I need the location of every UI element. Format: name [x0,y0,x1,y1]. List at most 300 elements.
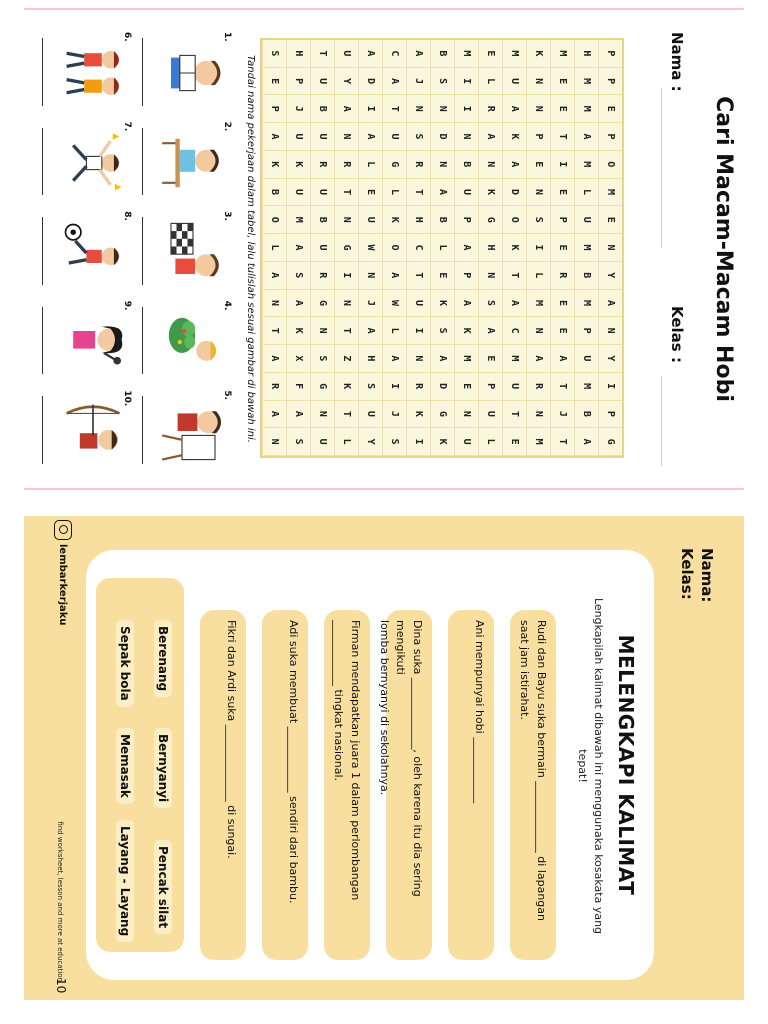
grid-letter[interactable]: K [334,373,358,401]
picture-number: 3. [222,211,232,221]
grid-letter[interactable]: T [550,428,574,456]
grid-letter[interactable]: K [430,428,454,456]
grid-letter[interactable]: M [502,345,526,373]
writing-desk-icon [160,130,226,196]
grid-letter[interactable]: N [262,290,286,318]
football-icon [60,219,126,285]
question-1[interactable] [510,610,556,960]
gardening-icon [160,309,226,375]
grid-letter[interactable]: I [358,95,382,123]
grid-letter[interactable]: P [454,206,478,234]
grid-letter[interactable]: N [598,317,622,345]
answer-line [142,128,143,196]
grid-letter[interactable]: M [598,179,622,207]
grid-letter[interactable]: A [262,123,286,151]
grid-letter[interactable]: A [358,317,382,345]
grid-letter[interactable]: L [574,179,598,207]
grid-letter[interactable]: M [526,428,550,456]
grid-letter[interactable]: P [598,68,622,96]
grid-letter[interactable]: U [310,234,334,262]
option-chip[interactable]: Berenang [154,620,172,697]
grid-letter[interactable]: Y [598,345,622,373]
grid-letter[interactable]: A [262,345,286,373]
grid-letter[interactable]: A [454,290,478,318]
grid-letter[interactable]: P [574,317,598,345]
grid-letter[interactable]: G [334,234,358,262]
grid-letter[interactable]: I [334,262,358,290]
grid-letter[interactable]: E [550,290,574,318]
grid-letter[interactable]: T [382,95,406,123]
grid-letter[interactable]: E [550,317,574,345]
exercise-card [86,550,654,980]
grid-letter[interactable]: N [358,262,382,290]
picture-number: 9. [122,300,132,311]
grid-letter[interactable]: N [526,317,550,345]
question-6[interactable] [200,610,246,960]
brand-camera-icon [54,520,72,540]
grid-letter[interactable]: A [286,401,310,429]
grid-letter[interactable]: E [550,95,574,123]
grid-letter[interactable]: Y [358,428,382,456]
reading-book-icon [160,40,226,106]
word-options-box [96,578,184,952]
grid-letter[interactable]: A [358,40,382,68]
question-text: Rudi dan Bayu suka bermain _____________ di lapangan [535,620,548,922]
grid-letter[interactable]: A [502,95,526,123]
grid-letter[interactable]: N [334,290,358,318]
grid-letter[interactable]: L [478,428,502,456]
grid-letter[interactable]: T [334,179,358,207]
question-text: Firman mendapatkan juara 1 dalam perlombangan [349,620,362,901]
grid-letter[interactable]: N [526,95,550,123]
grid-letter[interactable]: A [382,68,406,96]
grid-letter[interactable]: A [382,262,406,290]
grid-letter[interactable]: U [286,123,310,151]
picture-item [34,28,134,118]
grid-letter[interactable]: R [262,373,286,401]
grid-letter[interactable]: M [574,373,598,401]
nama-line [661,88,662,248]
grid-letter[interactable]: E [526,151,550,179]
option-chip[interactable]: Layang - Layang [116,820,134,942]
chess-icon [160,219,226,285]
grid-letter[interactable]: A [598,290,622,318]
grid-letter[interactable]: G [430,401,454,429]
grid-letter[interactable]: T [502,401,526,429]
grid-letter[interactable]: H [478,234,502,262]
picture-item [134,297,234,387]
grid-letter[interactable]: A [502,151,526,179]
grid-letter[interactable]: K [406,401,430,429]
grid-letter[interactable]: U [310,123,334,151]
grid-letter[interactable]: U [454,428,478,456]
grid-letter[interactable]: M [550,40,574,68]
answer-line [42,217,43,285]
grid-letter[interactable]: H [574,40,598,68]
answer-line [142,307,143,375]
grid-letter[interactable]: Y [334,68,358,96]
grid-letter[interactable]: R [406,373,430,401]
grid-letter[interactable]: N [478,262,502,290]
answer-line [42,307,43,375]
grid-letter[interactable]: T [406,262,430,290]
grid-letter[interactable]: M [454,40,478,68]
picture-item [34,118,134,208]
grid-letter[interactable]: I [526,234,550,262]
grid-letter[interactable]: L [382,179,406,207]
dancing-icon [60,40,126,106]
grid-letter[interactable]: N [526,179,550,207]
grid-letter[interactable]: C [382,40,406,68]
grid-letter[interactable]: J [286,95,310,123]
kelas-label: Kelas : [668,306,686,363]
grid-letter[interactable]: P [598,123,622,151]
grid-letter[interactable]: G [382,151,406,179]
grid-letter[interactable]: A [430,345,454,373]
grid-letter[interactable]: B [430,206,454,234]
grid-letter[interactable]: M [526,290,550,318]
grid-letter[interactable]: S [382,428,406,456]
grid-letter[interactable]: P [454,262,478,290]
grid-letter[interactable]: P [526,123,550,151]
grid-letter[interactable]: L [430,234,454,262]
grid-letter[interactable]: G [310,373,334,401]
grid-letter[interactable]: E [478,345,502,373]
grid-letter[interactable]: A [430,179,454,207]
grid-letter[interactable]: T [310,40,334,68]
grid-letter[interactable]: N [430,95,454,123]
grid-letter[interactable]: R [406,151,430,179]
answer-line [42,38,43,106]
grid-letter[interactable]: N [454,123,478,151]
grid-letter[interactable]: A [550,345,574,373]
kelas-label-2: Kelas: [678,548,696,600]
grid-letter[interactable]: J [358,290,382,318]
grid-letter[interactable]: P [478,373,502,401]
grid-letter[interactable]: L [358,151,382,179]
question-3[interactable] [378,610,432,960]
grid-letter[interactable]: G [598,428,622,456]
picture-number: 1. [222,32,232,42]
question-text: saat jam istirahat. [518,620,532,720]
page-number: 10 [54,978,68,994]
picture-item [34,297,134,387]
question-text: Adi suka membuat ____________ sendiri dari bambu. [287,620,300,904]
grid-letter[interactable]: A [262,262,286,290]
picture-number: 5. [222,390,232,401]
grid-letter[interactable]: L [262,234,286,262]
picture-number: 2. [222,121,232,132]
picture-item [134,118,234,208]
option-chip[interactable]: Bernyanyi [154,728,172,808]
grid-letter[interactable]: O [382,234,406,262]
picture-item [34,207,134,297]
grid-letter[interactable]: M [286,206,310,234]
grid-letter[interactable]: C [406,234,430,262]
grid-letter[interactable]: R [526,373,550,401]
picture-item [34,386,134,476]
grid-letter[interactable]: A [526,345,550,373]
answer-line [142,38,143,106]
grid-letter[interactable]: E [550,179,574,207]
kelas-line [661,376,662,466]
question-text: Fikri dan Ardi suka ______________ di sungai. [225,620,238,859]
grid-letter[interactable]: P [598,40,622,68]
grid-letter[interactable]: A [478,123,502,151]
grid-letter[interactable]: E [550,234,574,262]
grid-letter[interactable]: A [262,401,286,429]
grid-letter[interactable]: M [574,68,598,96]
grid-letter[interactable]: P [286,68,310,96]
painting-easel-icon [160,398,226,464]
grid-letter[interactable]: R [334,151,358,179]
grid-letter[interactable]: U [310,68,334,96]
answer-line [42,396,43,464]
grid-letter[interactable]: K [478,179,502,207]
grid-letter[interactable]: A [358,123,382,151]
grid-letter[interactable]: L [478,68,502,96]
grid-letter[interactable]: U [406,290,430,318]
wordsearch-sheet [24,8,744,490]
grid-letter[interactable]: O [262,206,286,234]
grid-letter[interactable]: E [598,206,622,234]
grid-letter[interactable]: T [550,123,574,151]
word-search-grid[interactable] [260,38,624,458]
grid-letter[interactable]: N [310,317,334,345]
brand-name: lembarkerjaku [57,544,68,626]
grid-letter[interactable]: K [502,234,526,262]
grid-letter[interactable]: E [478,40,502,68]
question-4[interactable] [324,610,370,960]
question-text: Ani mempunyai hobi ____________ [473,620,486,804]
picture-number: 8. [122,211,132,221]
grid-letter[interactable]: I [550,151,574,179]
grid-letter[interactable]: M [574,290,598,318]
picture-item [134,28,234,118]
answer-line [142,396,143,464]
grid-letter[interactable]: U [478,401,502,429]
grid-letter[interactable]: R [550,262,574,290]
grid-letter[interactable]: N [430,151,454,179]
grid-letter[interactable]: U [502,373,526,401]
grid-letter[interactable]: U [574,206,598,234]
picture-number: 6. [122,32,132,42]
grid-letter[interactable]: N [310,401,334,429]
exercise-title: MELENGKAPI KALIMAT [614,634,638,896]
grid-letter[interactable]: J [382,401,406,429]
grid-letter[interactable]: A [574,123,598,151]
grid-letter[interactable]: N [262,428,286,456]
grid-letter[interactable]: W [382,290,406,318]
grid-letter[interactable]: R [310,262,334,290]
grid-letter[interactable]: Y [598,262,622,290]
grid-letter[interactable]: T [550,373,574,401]
grid-letter[interactable]: S [430,317,454,345]
grid-letter[interactable]: P [262,95,286,123]
grid-letter[interactable]: G [478,206,502,234]
grid-letter[interactable]: R [310,151,334,179]
grid-letter[interactable]: N [406,345,430,373]
singing-icon [60,309,126,375]
grid-letter[interactable]: S [286,428,310,456]
grid-letter[interactable]: B [574,401,598,429]
grid-letter[interactable]: D [430,123,454,151]
grid-letter[interactable]: U [334,40,358,68]
grid-letter[interactable]: E [454,373,478,401]
grid-letter[interactable]: H [358,345,382,373]
archery-icon [60,398,126,464]
grid-letter[interactable]: E [598,95,622,123]
grid-letter[interactable]: T [334,317,358,345]
question-5[interactable] [262,610,308,960]
nama-label-2: Nama: [698,548,716,603]
grid-letter[interactable]: P [550,206,574,234]
grid-letter[interactable]: K [262,151,286,179]
grid-letter[interactable]: N [334,123,358,151]
answer-line [42,128,43,196]
grid-letter[interactable]: A [286,290,310,318]
wordsearch-title: Cari Macam-Macam Hobi [711,96,736,402]
grid-letter[interactable]: K [526,40,550,68]
grid-letter[interactable]: S [286,262,310,290]
question-text: ____________ tingkat nasional. [332,620,346,782]
kalimat-rotated-content [24,516,744,1000]
grid-letter[interactable]: K [286,317,310,345]
grid-letter[interactable]: K [454,317,478,345]
grid-letter[interactable]: A [454,234,478,262]
grid-letter[interactable]: U [310,179,334,207]
grid-letter[interactable]: A [286,234,310,262]
grid-letter[interactable]: B [310,206,334,234]
grid-letter[interactable]: L [334,428,358,456]
grid-letter[interactable]: K [286,151,310,179]
picture-number: 4. [222,300,232,311]
grid-letter[interactable]: J [550,401,574,429]
grid-letter[interactable]: I [598,373,622,401]
grid-letter[interactable]: E [502,428,526,456]
grid-letter[interactable]: M [574,234,598,262]
option-chip[interactable]: Sepak bola [116,620,134,707]
grid-letter[interactable]: A [334,95,358,123]
grid-letter[interactable]: I [382,373,406,401]
grid-letter[interactable]: N [598,234,622,262]
grid-letter[interactable]: S [310,345,334,373]
grid-letter[interactable]: B [262,179,286,207]
grid-letter[interactable]: D [502,179,526,207]
grid-letter[interactable]: S [430,68,454,96]
grid-letter[interactable]: U [382,123,406,151]
grid-letter[interactable]: A [382,345,406,373]
grid-letter[interactable]: E [262,68,286,96]
grid-letter[interactable]: B [574,262,598,290]
grid-letter[interactable]: P [598,401,622,429]
grid-letter[interactable]: N [526,401,550,429]
grid-letter[interactable]: X [286,345,310,373]
grid-letter[interactable]: T [334,401,358,429]
grid-letter[interactable]: U [286,179,310,207]
grid-letter[interactable]: A [478,317,502,345]
grid-letter[interactable]: L [526,262,550,290]
grid-letter[interactable]: I [406,317,430,345]
grid-letter[interactable]: C [502,317,526,345]
grid-letter[interactable]: R [478,95,502,123]
grid-letter[interactable]: D [358,68,382,96]
grid-letter[interactable]: I [454,68,478,96]
picture-item [134,207,234,297]
grid-letter[interactable]: U [574,345,598,373]
grid-letter[interactable]: B [454,151,478,179]
grid-letter[interactable]: U [310,428,334,456]
grid-letter[interactable]: M [574,151,598,179]
grid-letter[interactable]: S [358,373,382,401]
grid-letter[interactable]: E [358,179,382,207]
grid-letter[interactable]: I [406,428,430,456]
grid-letter[interactable]: Z [334,345,358,373]
grid-letter[interactable]: B [310,95,334,123]
grid-letter[interactable]: M [502,40,526,68]
exercise-instruction: Lengkapilah kalimat dibawah ini menggunaka kosakata yang tepat! [576,597,605,935]
grid-letter[interactable]: G [310,290,334,318]
question-text: lomba bernyanyi di sekolahnya. [378,620,391,796]
grid-letter[interactable]: A [502,290,526,318]
grid-letter[interactable]: S [406,123,430,151]
grid-letter[interactable]: A [574,428,598,456]
grid-letter[interactable]: B [430,40,454,68]
picture-number: 7. [122,121,132,132]
grid-letter[interactable]: N [334,206,358,234]
grid-letter[interactable]: M [454,345,478,373]
grid-letter[interactable]: T [406,179,430,207]
grid-letter[interactable]: K [430,290,454,318]
grid-letter[interactable]: K [502,123,526,151]
grid-letter[interactable]: T [502,262,526,290]
kalimat-sheet [24,516,744,1000]
grid-letter[interactable]: N [406,95,430,123]
grid-letter[interactable]: J [406,68,430,96]
grid-letter[interactable]: O [502,206,526,234]
option-chip[interactable]: Memasak [116,728,134,804]
grid-letter[interactable]: S [526,206,550,234]
question-2[interactable] [448,610,494,960]
grid-letter[interactable]: U [454,179,478,207]
grid-letter[interactable]: N [526,68,550,96]
grid-letter[interactable]: S [262,40,286,68]
grid-letter[interactable]: S [478,290,502,318]
grid-letter[interactable]: U [358,401,382,429]
grid-letter[interactable]: L [382,317,406,345]
grid-letter[interactable]: N [454,401,478,429]
grid-letter[interactable]: I [454,95,478,123]
grid-letter[interactable]: M [574,95,598,123]
grid-letter[interactable]: T [262,317,286,345]
picture-item [134,386,234,476]
grid-letter[interactable]: K [382,206,406,234]
grid-letter[interactable]: O [598,151,622,179]
grid-letter[interactable]: U [358,206,382,234]
grid-letter[interactable]: E [430,262,454,290]
grid-letter[interactable]: H [286,40,310,68]
grid-letter[interactable]: W [358,234,382,262]
grid-letter[interactable]: A [406,40,430,68]
grid-letter[interactable]: F [286,373,310,401]
option-chip[interactable]: Pencak silat [154,840,172,934]
grid-letter[interactable]: U [502,68,526,96]
grid-letter[interactable]: H [406,206,430,234]
grid-letter[interactable]: N [478,151,502,179]
grid-letter[interactable]: D [430,373,454,401]
footer-text: find worksheet, lesson and more at education [56,821,64,982]
grid-letter[interactable]: E [550,68,574,96]
